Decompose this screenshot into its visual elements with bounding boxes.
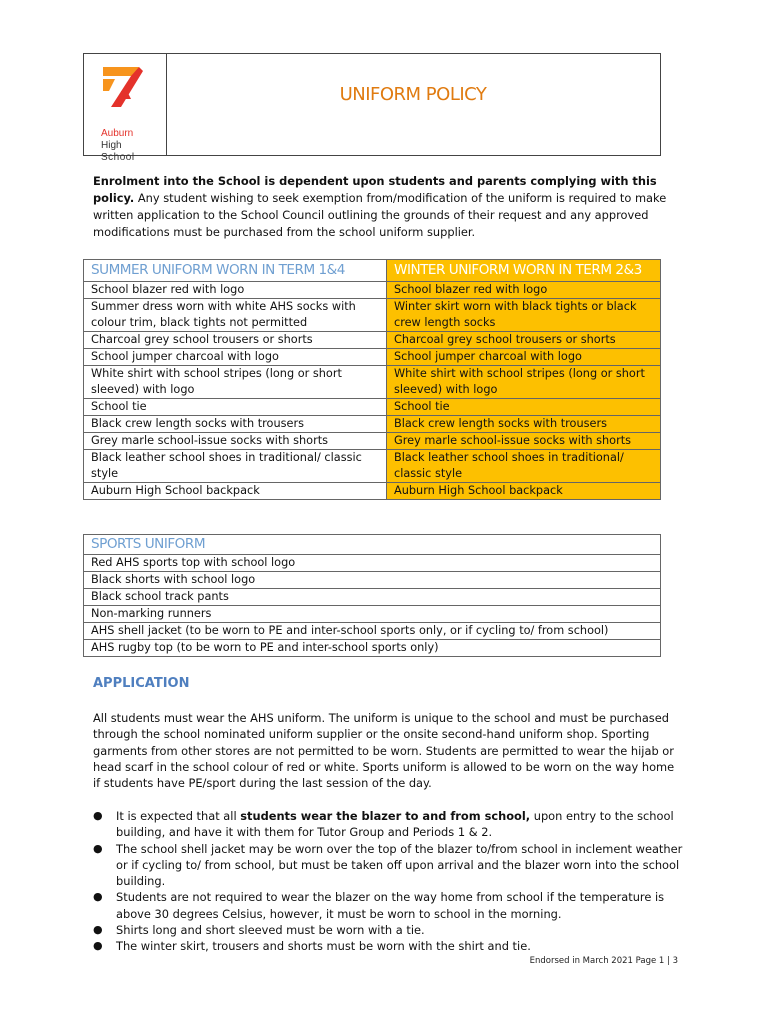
winter-cell: Charcoal grey school trousers or shorts xyxy=(387,332,661,349)
table-row xyxy=(84,623,661,640)
sports-cell: AHS rugby top (to be worn to PE and inter-school sports only) xyxy=(84,640,661,657)
table-row xyxy=(84,416,661,433)
intro-paragraph xyxy=(93,173,673,241)
uniform-header-row xyxy=(84,260,661,282)
summer-cell: School tie xyxy=(84,399,387,416)
school-logo xyxy=(101,67,143,107)
sports-table xyxy=(83,534,661,657)
logo-cell xyxy=(84,54,167,163)
application-bullets xyxy=(93,808,688,955)
application-heading: APPLICATION xyxy=(93,676,190,691)
winter-cell: Winter skirt worn with black tights or black crew length socks xyxy=(387,299,661,332)
list-item xyxy=(93,889,688,922)
winter-cell: Black leather school shoes in traditional/ classic style xyxy=(387,450,661,483)
table-row xyxy=(84,282,661,299)
table-row xyxy=(84,349,661,366)
table-row xyxy=(84,399,661,416)
table-row xyxy=(84,606,661,623)
table-row xyxy=(84,299,661,332)
summer-cell: School blazer red with logo xyxy=(84,282,387,299)
uniform-table xyxy=(83,259,661,500)
winter-cell: School tie xyxy=(387,399,661,416)
table-row xyxy=(84,572,661,589)
bullet-icon: ● xyxy=(93,939,103,953)
bullet-text: It is expected that all xyxy=(116,809,241,823)
table-row xyxy=(84,366,661,399)
winter-cell: Grey marle school-issue socks with shorts xyxy=(387,433,661,450)
winter-cell: Black crew length socks with trousers xyxy=(387,416,661,433)
bullet-bold-text: students wear the blazer to and from school, xyxy=(240,809,531,823)
bullet-icon: ● xyxy=(93,890,103,904)
application-paragraph: All students must wear the AHS uniform. The uniform is unique to the school and must be purchased through the school nominated uniform supplier or the onsite second-hand uniform shop. Sporting garments from other stores are not permitted to be worn. Students are permitted to wear the hijab or head scarf in the school colour of red or white. Sports uniform is allowed to be worn on the way home if students have PE/sport during the last session of the day. xyxy=(93,711,675,791)
winter-cell: White shirt with school stripes (long or short sleeved) with logo xyxy=(387,366,661,399)
bullet-text: The school shell jacket may be worn over the top of the blazer to/from school in inclement weather or if cycling to/ from school, but must be taken off upon arrival and the blazer worn into the school building. xyxy=(116,841,683,889)
table-row xyxy=(84,640,661,657)
winter-heading: WINTER UNIFORM WORN IN TERM 2&3 xyxy=(387,260,661,282)
summer-cell: Auburn High School backpack xyxy=(84,483,387,500)
sports-cell: Non-marking runners xyxy=(84,606,661,623)
sports-cell: Red AHS sports top with school logo xyxy=(84,555,661,572)
sports-cell: Black school track pants xyxy=(84,589,661,606)
list-item xyxy=(93,808,688,841)
sports-cell: AHS shell jacket (to be worn to PE and inter-school sports only, or if cycling to/ from school) xyxy=(84,623,661,640)
logo-line: High xyxy=(101,140,122,151)
summer-cell: Charcoal grey school trousers or shorts xyxy=(84,332,387,349)
table-row xyxy=(84,450,661,483)
logo-line: Auburn xyxy=(101,128,134,139)
bullet-icon: ● xyxy=(93,809,103,822)
table-row xyxy=(84,483,661,500)
bullet-icon: ● xyxy=(93,923,103,937)
table-row xyxy=(84,589,661,606)
table-row xyxy=(84,555,661,572)
table-row xyxy=(84,332,661,349)
logo-text xyxy=(101,128,135,164)
summer-cell: School jumper charcoal with logo xyxy=(84,349,387,366)
table-row xyxy=(84,433,661,450)
winter-cell: School blazer red with logo xyxy=(387,282,661,299)
logo-line: School xyxy=(101,152,135,163)
summer-cell: Grey marle school-issue socks with shorts xyxy=(84,433,387,450)
list-item xyxy=(93,841,688,890)
intro-text: Any student wishing to seek exemption from/modification of the uniform is required to make written application to the School Council outlining the grounds of their request and any approved modifications must be purchased from the school uniform supplier. xyxy=(93,191,667,239)
sports-heading: SPORTS UNIFORM xyxy=(84,535,661,555)
header-box xyxy=(83,53,661,163)
bullet-text: Students are not required to wear the blazer on the way home from school if the temperature is above 30 degrees Celsius, however, it must be worn to school in the morning. xyxy=(116,890,665,921)
summer-cell: Black crew length socks with trousers xyxy=(84,416,387,433)
winter-cell: School jumper charcoal with logo xyxy=(387,349,661,366)
summer-cell: Summer dress worn with white AHS socks with colour trim, black tights not permitted xyxy=(84,299,387,332)
winter-cell: Auburn High School backpack xyxy=(387,483,661,500)
bullet-text: The winter skirt, trousers and shorts must be worn with the shirt and tie. xyxy=(116,939,531,954)
summer-cell: Black leather school shoes in traditional/ classic style xyxy=(84,450,387,483)
sports-cell: Black shorts with school logo xyxy=(84,572,661,589)
list-item xyxy=(93,922,688,938)
bullet-text: Shirts long and short sleeved must be worn with a tie. xyxy=(116,923,425,938)
sports-header-row xyxy=(84,535,661,555)
summer-heading: SUMMER UNIFORM WORN IN TERM 1&4 xyxy=(84,260,387,282)
summer-cell: White shirt with school stripes (long or short sleeved) with logo xyxy=(84,366,387,399)
page-footer: Endorsed in March 2021 Page 1 | 3 xyxy=(529,956,678,966)
intro-bold: Enrolment into the School is dependent upon students and parents complying with this policy. xyxy=(93,174,657,205)
bullet-icon: ● xyxy=(93,841,103,855)
bullet-text: upon entry to the school building, and have it with them for Tutor Group and Periods 1 & 2. xyxy=(116,809,674,840)
page-title: UNIFORM POLICY xyxy=(339,84,487,105)
list-item xyxy=(93,938,688,954)
